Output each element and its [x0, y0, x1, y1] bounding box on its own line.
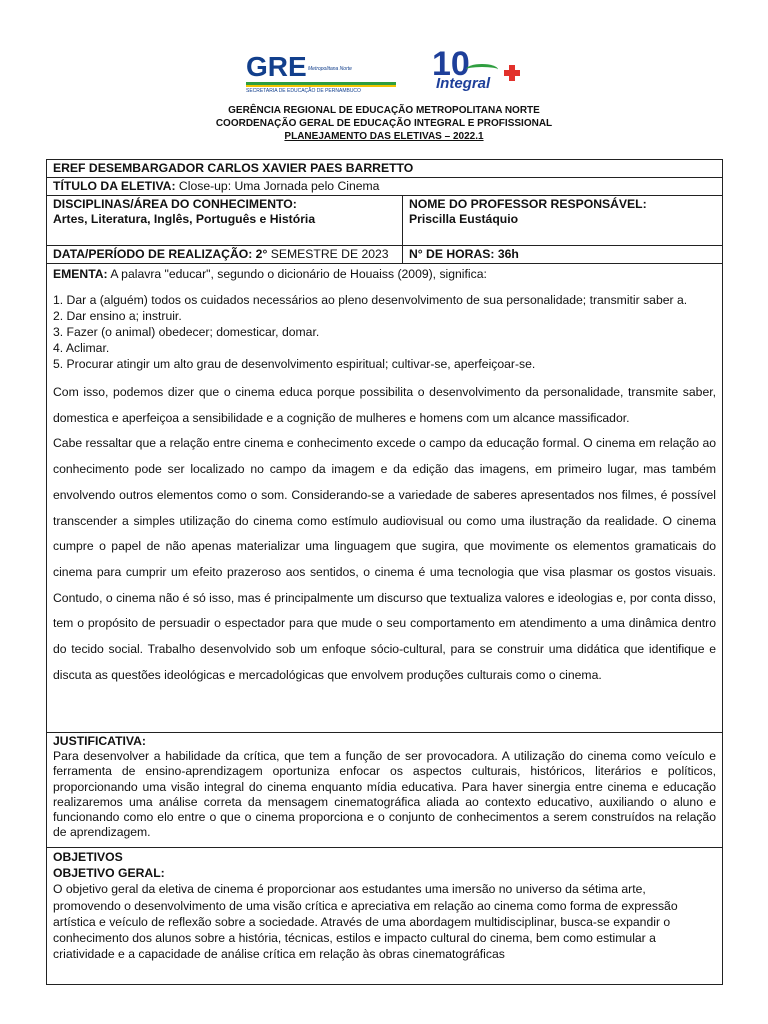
list-item: 1. Dar a (alguém) todos os cuidados necessários ao pleno desenvolvimento de sua personalidade; transmitir saber a. — [53, 293, 688, 307]
header-line-planejamento: PLANEJAMENTO DAS ELETIVAS – 2022.1 — [284, 131, 484, 142]
page-header — [0, 0, 768, 160]
header-titles — [0, 104, 768, 143]
ementa-intro: A palavra "educar", segundo o dicionário de Houaiss (2009), significa: — [107, 267, 487, 281]
ementa-definitions-list — [53, 292, 716, 372]
ementa-paragraph-2: Cabe ressaltar que a relação entre cinema e conhecimento excede o campo da educação formal. O cinema em relação ao conhecimento pode ser localizado no campo da imagem e da edição das imagens, em primeiro lugar, mas também envolvendo outros elementos como o som. Considerando-se a variedade de saberes apresentados nos filmes, é possível transcender a simples utilização do cinema como estímulo audiovisual ou como uma ilustração da realidade. O cinema cumpre o papel de não apenas materializar uma linguagem que sugira, que movimente os elementos gramaticais do cinema para cumprir um efeito prazeroso aos sentidos, o cinema é uma tecnologia que visa plasmar os gostos visuais. Contudo, o cinema não é só isso, mas é principalmente um discurso que textualiza valores e ideologias e, por conta disso, tem o propósito de persuadir o espectador para que mude o seu comportamento em atendimento a uma dinâmica dentro do tecido social. Trabalho desenvolvido sob um enfoque sócio-cultural, para se construir uma didática que identifique e discuta as questões ideológicas e mercadológicas que envolvem produções culturais como o cinema. — [53, 436, 716, 682]
header-line-coordenacao: COORDENAÇÃO GERAL DE EDUCAÇÃO INTEGRAL E PROFISSIONAL — [215, 118, 553, 129]
gre-logo-yellow-bar — [246, 85, 396, 87]
titulo-label: TÍTULO DA ELETIVA: — [53, 179, 176, 193]
list-item: 4. Aclimar. — [53, 341, 110, 355]
data-row — [47, 246, 722, 264]
justificativa-label: JUSTIFICATIVA: — [53, 734, 146, 748]
integral-logo-number: 10 — [432, 45, 470, 83]
integral-logo — [430, 45, 526, 100]
data-label: DATA/PERÍODO DE REALIZAÇÃO: 2° — [53, 247, 268, 261]
integral-swoosh-icon — [466, 64, 498, 75]
professor-label: NOME DO PROFESSOR RESPONSÁVEL: — [409, 197, 647, 211]
ementa-section — [47, 264, 722, 733]
list-item: 5. Procurar atingir um alto grau de desenvolvimento espiritual; cultivar-se, aperfeiçoar-se. — [53, 357, 536, 371]
justificativa-section — [47, 733, 722, 848]
disciplinas-label: DISCIPLINAS/ÁREA DO CONHECIMENTO: — [53, 197, 297, 211]
professor-value: Priscilla Eustáquio — [409, 212, 519, 226]
data-value: SEMESTRE DE 2023 — [267, 247, 389, 261]
gre-logo-subtitle: Metropolitana Norte — [308, 66, 352, 72]
gre-logo-secretaria: SECRETARIA DE EDUCAÇÃO DE PERNAMBUCO — [246, 88, 361, 94]
list-item: 3. Fazer (o animal) obedecer; domesticar, domar. — [53, 325, 320, 339]
header-line-gerencia: GERÊNCIA REGIONAL DE EDUCAÇÃO METROPOLITANA NORTE — [228, 105, 540, 116]
planning-form — [46, 159, 723, 985]
title-row — [47, 178, 722, 196]
objetivos-label: OBJETIVOS — [53, 850, 123, 864]
objetivo-geral-text: O objetivo geral da eletiva de cinema é proporcionar aos estudantes uma imersão no universo da sétima arte, promovendo o desenvolvimento de uma visão crítica e apreciativa em relação ao cinema como forma de expressão artística e veículo de reflexão sobre a sociedade. Através de uma abordagem multidisciplinar, busca-se expandir o conhecimento dos alunos sobre a história, técnicas, estilos e impacto cultural do cinema, bem como estimular a criatividade e a capacidade de análise crítica em relação às obras cinematográficas — [53, 882, 678, 962]
ementa-paragraph-1: Com isso, podemos dizer que o cinema educa porque possibilita o desenvolvimento da personalidade, transmite saber, domestica e aperfeiçoa a sensibilidade e a cognição de mulheres e homens com um alcance massificador. — [53, 385, 716, 425]
gre-logo-text: GRE — [246, 51, 307, 82]
school-name: EREF DESEMBARGADOR CARLOS XAVIER PAES BARRETTO — [53, 161, 414, 175]
disciplinas-value: Artes, Literatura, Inglês, Português e História — [53, 212, 316, 226]
school-row — [47, 160, 722, 178]
justificativa-text: Para desenvolver a habilidade da crítica, que tem a função de ser provocadora. A utilização do cinema como veículo e ferramenta de ensino-aprendizagem oportuniza enfocar os aspectos culturais, históricos, literários e políticos, proporcionando uma visão integral do cinema enquanto mídia educativa. Para haver sinergia entre cinema e educação realizaremos uma análise correta da mensagem cinematográfica aliada ao contexto educativo, auxiliando o aluno e funcionando como elo entre o que o cinema proporciona e o conjunto de conhecimentos a serem construídos na relação de aprendizagem. — [53, 749, 716, 840]
objetivos-section — [47, 848, 722, 984]
gre-logo — [246, 52, 406, 96]
horas-label: N° DE HORAS: 36h — [409, 247, 519, 261]
objetivo-geral-label: OBJETIVO GERAL: — [53, 866, 165, 881]
integral-plus-icon-vertical — [509, 65, 515, 81]
integral-logo-word: Integral — [436, 75, 491, 92]
disciplinas-row — [47, 196, 722, 246]
list-item: 2. Dar ensino a; instruir. — [53, 309, 182, 323]
titulo-value: Close-up: Uma Jornada pelo Cinema — [175, 179, 380, 193]
ementa-label: EMENTA: — [53, 267, 108, 281]
